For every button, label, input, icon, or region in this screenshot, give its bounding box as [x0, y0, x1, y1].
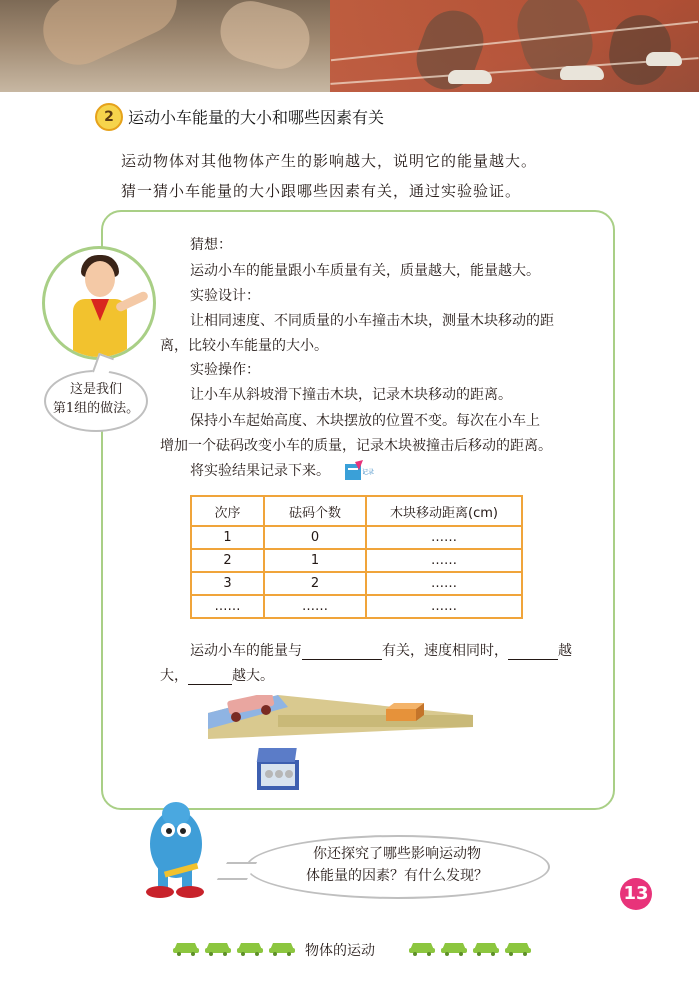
operation-text: 让小车从斜坡滑下撞击木块，记录木块移动的距离。 — [190, 387, 512, 403]
header-photo-banner — [0, 0, 699, 92]
section-number-badge: 2 — [95, 103, 123, 131]
intro-line-2: 猜一猜小车能量的大小跟哪些因素有关，通过实验验证。 — [121, 182, 522, 200]
chapter-label: 物体的运动 — [305, 943, 375, 959]
table-cell: 1 — [264, 549, 366, 572]
runner-shoe — [448, 70, 492, 84]
table-row — [191, 572, 522, 595]
intro-line-1: 运动物体对其他物体产生的影响越大，说明它的能量越大。 — [121, 152, 538, 170]
student-avatar — [42, 246, 156, 360]
operation-heading: 实验操作： — [190, 362, 260, 378]
answer-blank[interactable] — [302, 659, 382, 660]
car-icon — [440, 938, 468, 956]
robot-mascot — [138, 800, 218, 900]
table-cell: …… — [264, 595, 366, 618]
car-icon — [204, 938, 232, 956]
car-icon — [268, 938, 296, 956]
design-text: 让相同速度、不同质量的小车撞击木块，测量木块移动的距 — [190, 313, 554, 329]
car-icon — [472, 938, 500, 956]
weights-box-icon — [255, 746, 301, 796]
table-cell: …… — [366, 572, 522, 595]
table-header-row — [191, 496, 522, 526]
column-header: 砝码个数 — [264, 496, 366, 526]
column-header: 木块移动距离(cm) — [366, 496, 522, 526]
table-cell: …… — [366, 549, 522, 572]
table-cell: 3 — [191, 572, 264, 595]
conclusion-line-1: 运动小车的能量与 有关，速度相同时， 越 — [190, 643, 572, 659]
record-icon-label: 记录 — [362, 469, 375, 476]
conclusion-line-2: 大， 越大。 — [160, 668, 274, 684]
table-cell: 0 — [264, 526, 366, 549]
operation-text: 保持小车起始高度、木块摆放的位置不变。每次在小车上 — [190, 413, 540, 429]
table-cell: 1 — [191, 526, 264, 549]
design-text: 离，比较小车能量的大小。 — [160, 338, 328, 354]
page-number: 13 — [620, 878, 652, 910]
guess-heading: 猜想： — [190, 237, 232, 253]
results-table — [190, 495, 523, 619]
operation-text: 增加一个砝码改变小车的质量，记录木块被撞击后移动的距离。 — [160, 438, 552, 454]
ramp-cart-apparatus — [208, 695, 473, 739]
runner-shoe — [560, 66, 604, 80]
record-instruction: 将实验结果记录下来。 — [190, 463, 330, 479]
table-cell: 2 — [264, 572, 366, 595]
question-text: 你还探究了哪些影响运动物 体能量的因素？有什么发现？ — [306, 846, 488, 884]
car-icon — [504, 938, 532, 956]
guess-text: 运动小车的能量跟小车质量有关，质量越大，能量越大。 — [190, 263, 540, 279]
table-row — [191, 526, 522, 549]
car-icon — [408, 938, 436, 956]
speech-bubble-text: 这是我们 第1组的做法。 — [52, 382, 140, 416]
wooden-block-icon — [386, 703, 424, 721]
record-pen-icon — [343, 460, 375, 484]
runner-shoe — [646, 52, 682, 66]
table-cell: 2 — [191, 549, 264, 572]
table-cell: …… — [366, 595, 522, 618]
table-cell: …… — [366, 526, 522, 549]
table-row — [191, 549, 522, 572]
table-row — [191, 595, 522, 618]
car-icon — [236, 938, 264, 956]
design-heading: 实验设计： — [190, 288, 260, 304]
answer-blank[interactable] — [188, 684, 232, 685]
answer-blank[interactable] — [508, 659, 558, 660]
table-cell: …… — [191, 595, 264, 618]
section-title: 运动小车能量的大小和哪些因素有关 — [128, 108, 385, 127]
car-icon — [172, 938, 200, 956]
column-header: 次序 — [191, 496, 264, 526]
